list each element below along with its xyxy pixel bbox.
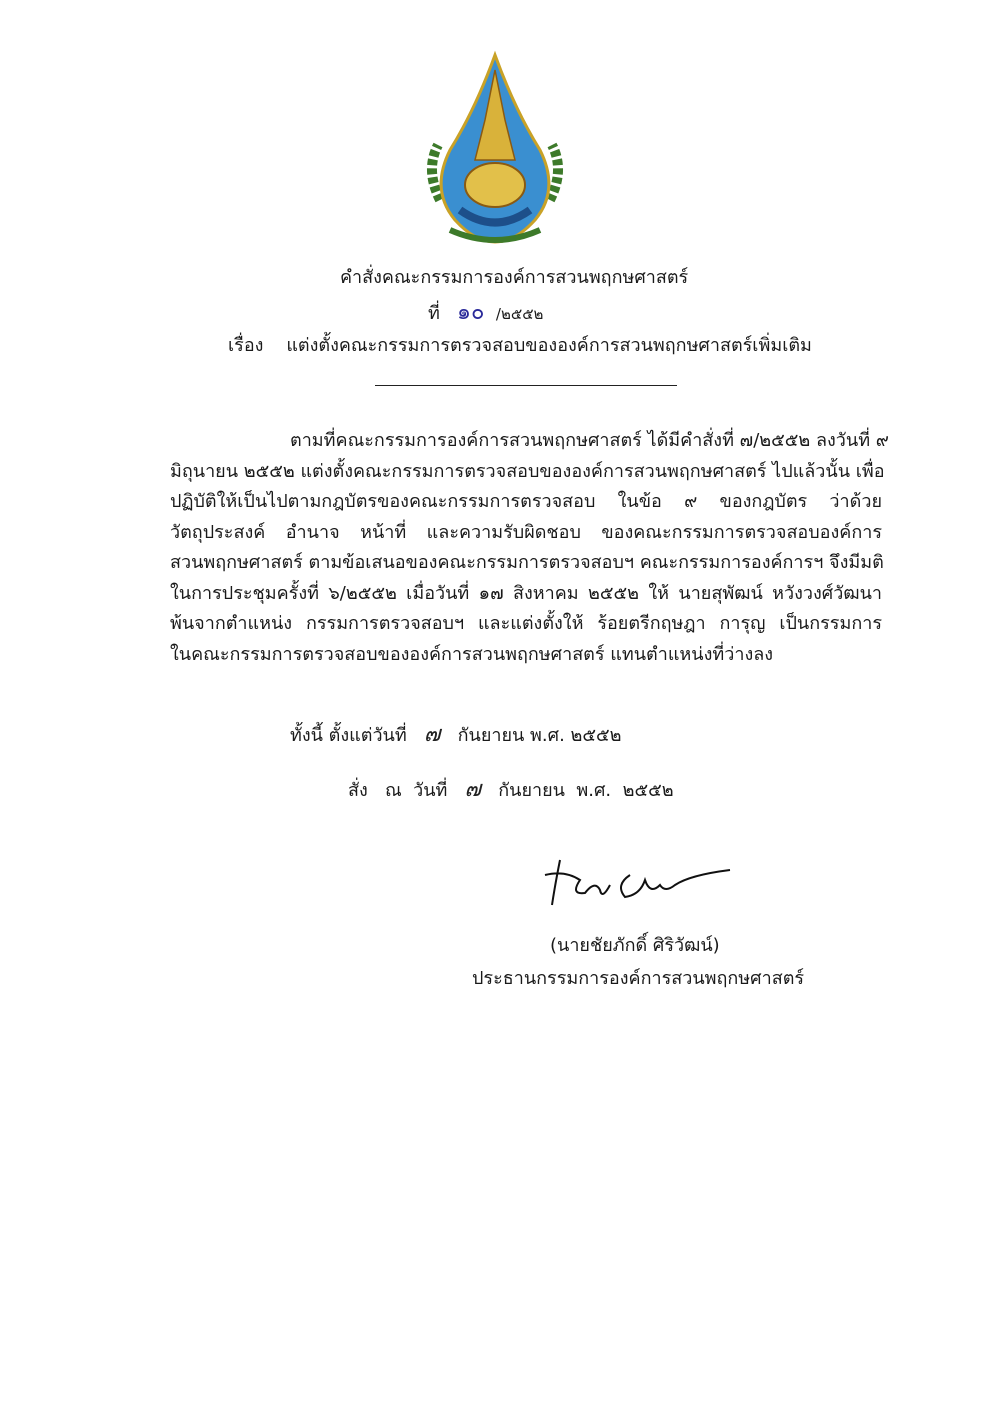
- effective-prefix: ทั้งนี้ ตั้งแต่วันที่: [290, 725, 407, 746]
- order-number: [428, 294, 543, 329]
- number-prefix: ที่: [428, 303, 440, 324]
- ordered-month-year: กันยายน พ.ศ. ๒๕๕๒: [498, 780, 674, 801]
- subject-label: เรื่อง: [228, 335, 264, 356]
- number-value: ๑๐: [457, 300, 485, 325]
- ordered-prefix: สั่ง ณ วันที่: [348, 780, 448, 801]
- effective-date: [290, 716, 622, 751]
- ordered-day-handwritten: ๗: [464, 777, 482, 802]
- handwritten-signature: [540, 855, 740, 915]
- subject: [228, 330, 812, 359]
- body-line: ตามที่คณะกรรมการองค์การสวนพฤกษศาสตร์ ได้มีคำสั่งที่ ๗/๒๕๕๒ ลงวันที่ ๙: [290, 430, 889, 451]
- number-year: /๒๕๕๒: [495, 305, 544, 323]
- divider: [375, 385, 677, 386]
- order-title: คำสั่งคณะกรรมการองค์การสวนพฤกษศาสตร์: [340, 267, 689, 288]
- effective-day-handwritten: ๗: [423, 722, 441, 747]
- body-line: มิถุนายน ๒๕๕๒ แต่งตั้งคณะกรรมการตรวจสอบขององค์การสวนพฤกษศาสตร์ ไปแล้วนั้น เพื่อ: [170, 461, 885, 482]
- botanical-garden-logo: [420, 50, 570, 250]
- body-line: ปฏิบัติให้เป็นไปตามกฎบัตรของคณะกรรมการตรวจสอบ ในข้อ ๙ ของกฎบัตร ว่าด้วย: [170, 491, 882, 512]
- ordered-date: [348, 771, 674, 806]
- body-line: พ้นจากตำแหน่ง กรรมการตรวจสอบฯ และแต่งตั้งให้ ร้อยตรีกฤษฎา การุญ เป็นกรรมการ: [170, 613, 882, 634]
- body-line: ในคณะกรรมการตรวจสอบขององค์การสวนพฤกษศาสตร์ แทนตำแหน่งที่ว่างลง: [170, 644, 774, 665]
- body-line: สวนพฤกษศาสตร์ ตามข้อเสนอของคณะกรรมการตรวจสอบฯ คณะกรรมการองค์การฯ จึงมีมติ: [170, 552, 884, 573]
- effective-month-year: กันยายน พ.ศ. ๒๕๕๒: [457, 725, 622, 746]
- subject-text: แต่งตั้งคณะกรรมการตรวจสอบขององค์การสวนพฤกษศาสตร์เพิ่มเติม: [286, 335, 812, 356]
- signatory-name: (นายชัยภักดิ์ ศิริวัฒน์): [550, 935, 720, 956]
- signatory-position: ประธานกรรมการองค์การสวนพฤกษศาสตร์: [472, 968, 805, 989]
- body-line: ในการประชุมครั้งที่ ๖/๒๕๕๒ เมื่อวันที่ ๑๗ สิงหาคม ๒๕๕๒ ให้ นายสุพัฒน์ หวังวงศ์วัฒนา: [170, 583, 882, 604]
- body-line: วัตถุประสงค์ อำนาจ หน้าที่ และความรับผิดชอบ ของคณะกรรมการตรวจสอบองค์การ: [170, 522, 882, 543]
